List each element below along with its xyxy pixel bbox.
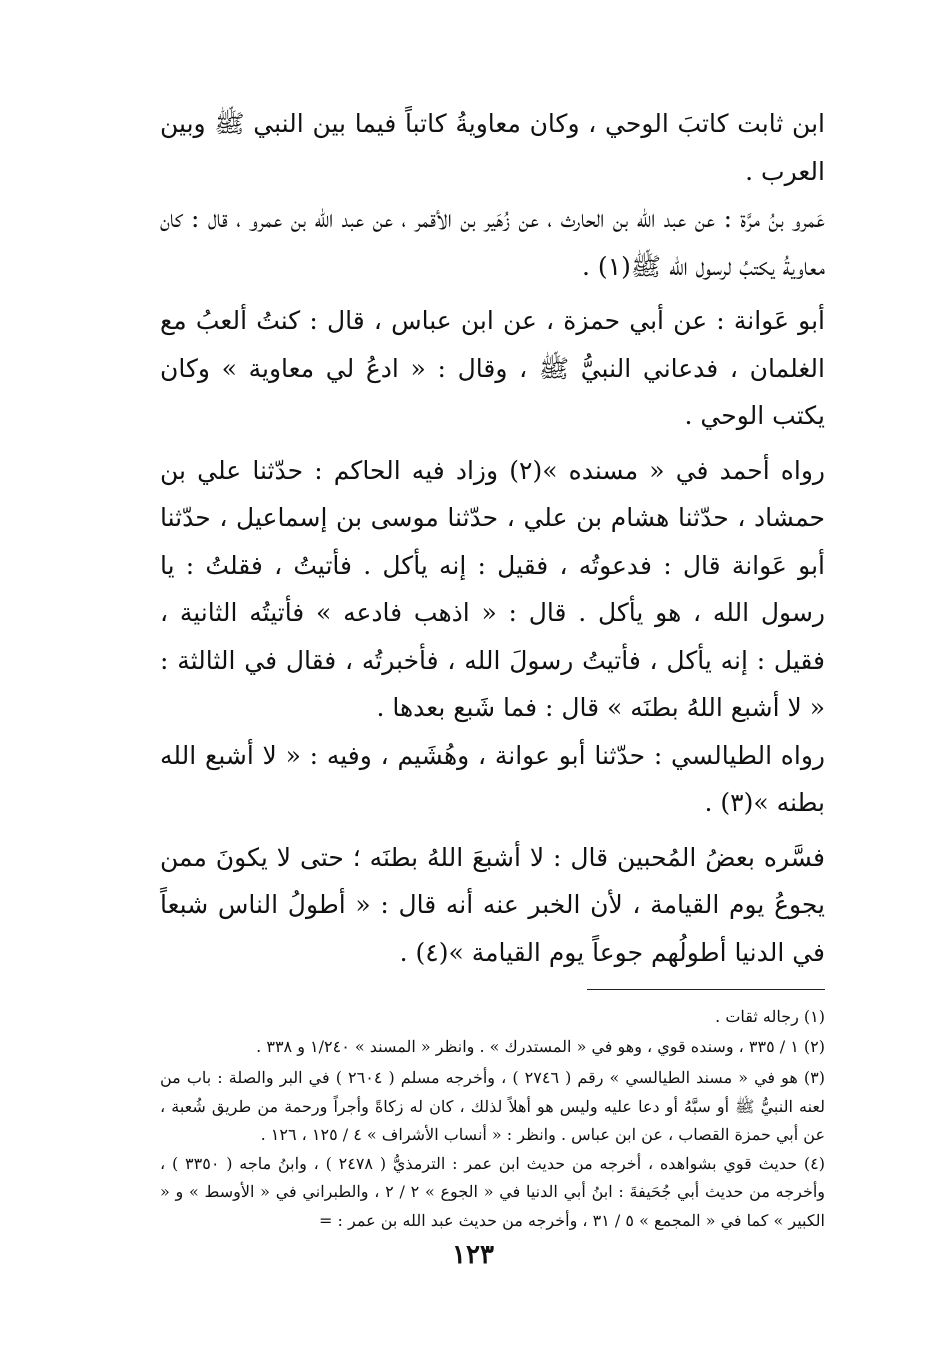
main-text <box>160 100 825 976</box>
page-content <box>160 100 825 1235</box>
footnote: (١) رجاله ثقات . <box>715 1007 825 1026</box>
page-number: ١٢٣ <box>452 1240 494 1270</box>
footnotes <box>160 1002 825 1235</box>
body-paragraph: فسَّره بعضُ المُحبين قال : لا أشبعَ اللهُ بطنَه ؛ حتى لا يكونَ ممن يجوعُ يوم القيامة ، لأن الخبر عنه أنه قال : « أطولُ الناس شبعاً في الدنيا أطولُهم جوعاً يوم القيامة »(٤) . <box>160 842 825 967</box>
body-paragraph: ابن ثابت كاتبَ الوحي ، وكان معاويةُ كاتباً فيما بين النبي ﷺ وبين العرب . <box>160 109 825 186</box>
body-paragraph: عَمرو بنُ مرَّة : عن عبد الله بن الحارث ، عن زُهَير بن الأقمر ، عن عبد الله بن عمرو ، قال : كان معاويةُ يكتبُ لرسول الله ﷺ(١) . <box>160 204 825 281</box>
body-paragraph: رواه أحمد في « مسنده »(٢) وزاد فيه الحاكم : حدّثنا علي بن حمشاد ، حدّثنا هشام بن علي ، حدّثنا موسى بن إسماعيل ، حدّثنا أبو عَوانة قال : فدعوتُه ، فقيل : إنه يأكل . فأتيتُ ، فقلتُ : يا رسول الله ، هو يأكل . قال : « اذهب فادعه » فأتيتُه الثانية ، فقيل : إنه يأكل ، فأتيتُ رسولَ الله ، فأخبرتُه ، فقال في الثالثة : « لا أشبع اللهُ بطنَه » قال : فما شَبع بعدها . <box>160 455 825 722</box>
body-paragraph: رواه الطيالسي : حدّثنا أبو عوانة ، وهُشَيم ، وفيه : « لا أشبع الله بطنه »(٣) . <box>160 740 825 817</box>
footnote: (٤) حديث قوي بشواهده ، أخرجه من حديث ابن عمر : الترمذيُّ ( ٢٤٧٨ ) ، وابنُ ماجه ( ٣٣٥٠ ) ، وأخرجه من حديث أبي جُحَيفةَ : ابنُ أبي الدنيا في « الجوع » ٢ / ٢ ، والطبراني في « الأوسط » و « الكبير » كما في « المجمع » ٥ / ٣١ ، وأخرجه من حديث عبد الله بن عمر : = <box>160 1153 826 1230</box>
footnote: (٣) هو في « مسند الطيالسي » رقم ( ٢٧٤٦ ) ، وأخرجه مسلم ( ٢٦٠٤ ) في البر والصلة : باب من لعنه النبيُّ ﷺ أو سبَّهُ أو دعا عليه وليس هو أهلاً لذلك ، كان له زكاةً وأجراً ورحمة من طريق شُعبة ، عن أبي حمزة القصاب ، عن ابن عباس . وانظر : « أنساب الأشراف » ٤ / ١٢٥ ، ١٢٦ . <box>160 1068 826 1144</box>
footnote-divider <box>587 989 825 990</box>
footnote: (٢) ١ / ٣٣٥ ، وسنده قوي ، وهو في « المستدرك » . وانظر « المسند » ١/٢٤٠ و ٣٣٨ . <box>256 1037 825 1056</box>
body-paragraph: أبو عَوانة : عن أبي حمزة ، عن ابن عباس ، قال : كنتُ ألعبُ مع الغلمان ، فدعاني النبيُّ ﷺ ، وقال : « ادعُ لي معاوية » وكان يكتب الوحي . <box>160 306 825 430</box>
